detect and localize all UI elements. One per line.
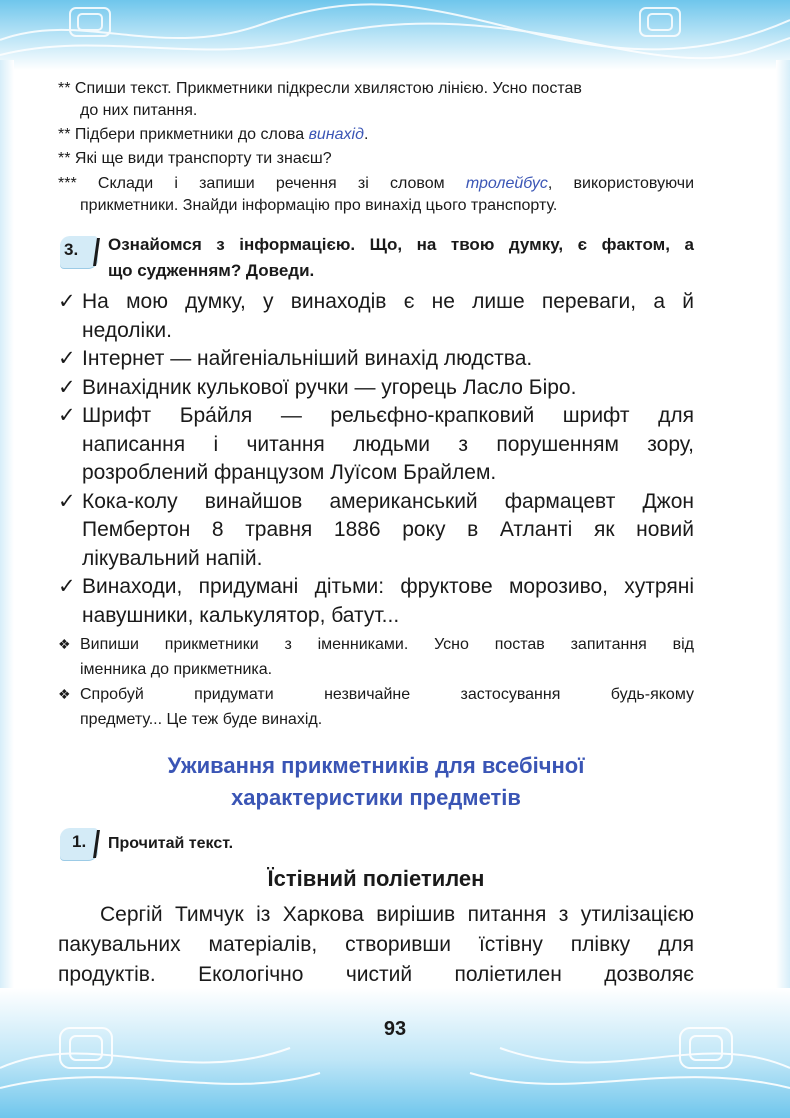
section-heading: Уживання прикметників для всебічної характеристики предметів bbox=[167, 753, 585, 810]
check-mark-icon: ✓ bbox=[58, 404, 76, 427]
list-item: ✓ Кока-колу винайшов американський фармацевт Джон Пембертон 8 травня 1886 року в Атланті як новий лікувальний напій. bbox=[58, 489, 694, 570]
task-number-badge: 3. bbox=[58, 234, 100, 270]
task-pick-adjectives: ** Підбери прикметники до слова винахід. bbox=[58, 126, 369, 143]
page-number: 93 bbox=[383, 1018, 407, 1040]
reading-text-paragraph: Сергій Тимчук із Харкова вирішив питання з утилізацією пакувальних матеріалів, створивши їстівну плівку для продуктів. Екологічно чистий поліетилен дозволяє bbox=[58, 903, 694, 986]
task-1-instruction: Прочитай текст. bbox=[108, 835, 234, 852]
list-item: ✓ Винахідник кулькової ручки — угорець Ласло Біро. bbox=[58, 374, 694, 403]
extra-tasks bbox=[58, 632, 694, 732]
task-sentence-trolleybus: *** Склади і запиши речення зі словом тролейбус, використовуючи прикметники. Знайди інформацію про винахід цього транспорту. bbox=[58, 175, 694, 214]
list-item: ✓ На мою думку, у винаходів є не лише переваги, а й недоліки. bbox=[58, 290, 694, 342]
top-border-decoration bbox=[0, 0, 790, 70]
check-mark-icon: ✓ bbox=[58, 575, 76, 598]
facts-opinions-list bbox=[58, 288, 694, 630]
swirl-ornament-top bbox=[0, 0, 790, 70]
list-item: ✓ Інтернет — найгеніальніший винахід людства. bbox=[58, 345, 694, 374]
swirl-ornament-bottom bbox=[0, 988, 790, 1118]
text-heading: Їстівний поліетилен bbox=[267, 866, 485, 891]
task-rewrite-text: ** Спиши текст. Прикметники підкресли хвилястою лінією. Усно постав до них питання. bbox=[58, 80, 582, 119]
right-edge-shade bbox=[776, 60, 790, 1060]
list-item: ✓ Винаходи, придумані дітьми: фруктове морозиво, хутряні навушники, калькулятор, батут... bbox=[58, 575, 694, 627]
diamond-bullet-icon: ❖ bbox=[58, 686, 71, 702]
check-mark-icon: ✓ bbox=[58, 489, 76, 513]
list-item: ✓ Шрифт Бра́йля — рельєфно-крапковий шрифт для написання і читання людьми з порушенням зору, розроблений французом Луїсом Брайлем. bbox=[58, 404, 694, 484]
check-mark-icon: ✓ bbox=[58, 290, 76, 313]
check-mark-icon: ✓ bbox=[58, 375, 76, 399]
task-number-badge: 1. bbox=[58, 826, 100, 862]
list-item: ❖ Спробуй придумати незвичайне застосування будь-якому предмету... Це теж буде винахід. bbox=[58, 682, 694, 732]
check-mark-icon: ✓ bbox=[58, 347, 76, 370]
diamond-bullet-icon: ❖ bbox=[58, 636, 71, 652]
list-item: ❖ Випиши прикметники з іменниками. Усно постав запитання від іменника до прикметника. bbox=[58, 632, 694, 682]
task-transport-types: ** Які ще види транспорту ти знаєш? bbox=[58, 150, 332, 167]
task-3-instruction: Ознайомся з інформацією. Що, на твою думку, є фактом, а що судженням? Доведи. bbox=[108, 235, 694, 280]
left-edge-shade bbox=[0, 60, 14, 1060]
bottom-border-decoration bbox=[0, 988, 790, 1118]
